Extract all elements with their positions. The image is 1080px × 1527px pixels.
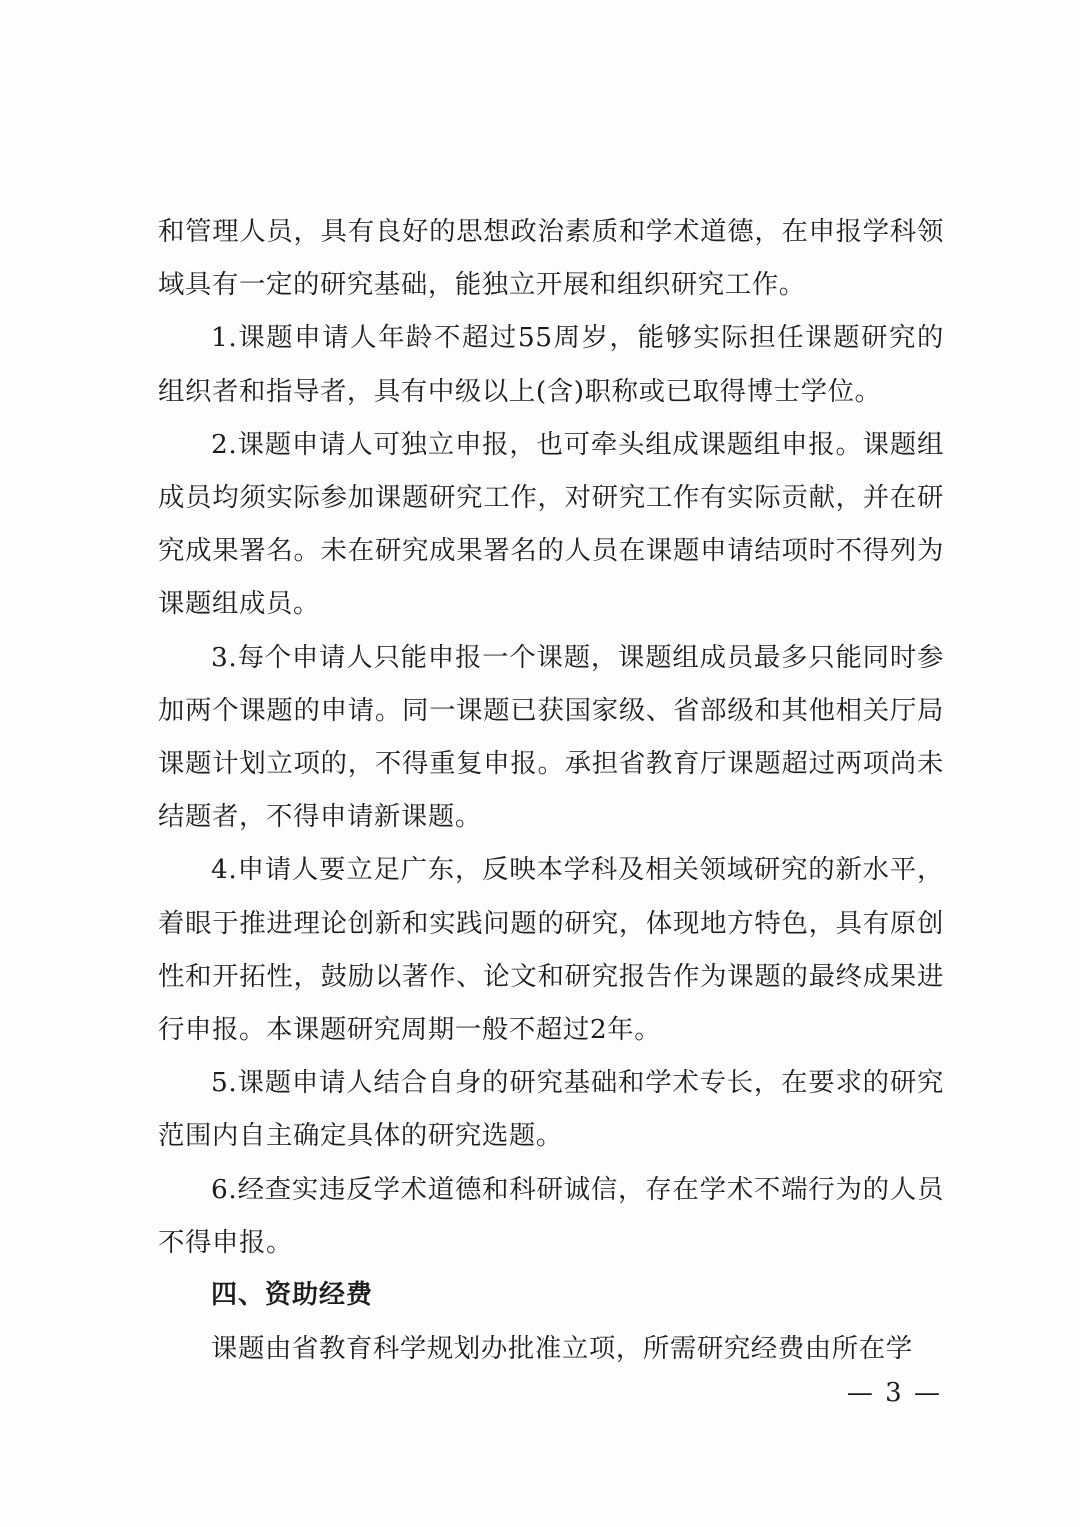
paragraph-continuation: 和管理人员，具有良好的思想政治素质和学术道德，在申报学科领域具有一定的研究基础，能独立开展和组织研究工作。 [158, 216, 944, 301]
paragraph-item-4: 4.申请人要立足广东，反映本学科及相关领域研究的新水平，着眼于推进理论创新和实践问题的研究，体现地方特色，具有原创性和开拓性，鼓励以著作、论文和研究报告作为课题的最终成果进行申报。本课题研究周期一般不超过2年。 [158, 854, 944, 1046]
paragraph-item-6: 6.经查实违反学术道德和科研诚信，存在学术不端行为的人员不得申报。 [158, 1173, 944, 1258]
section-heading: 四、资助经费 [211, 1280, 374, 1311]
page-number: — 3 — [846, 1378, 942, 1408]
paragraph-item-2: 2.课题申请人可独立申报，也可牵头组成课题组申报。课题组成员均须实际参加课题研究工作，对研究工作有实际贡献，并在研究成果署名。未在研究成果署名的人员在课题申请结项时不得列为课题组成员。 [158, 428, 944, 620]
paragraph-item-1: 1.课题申请人年龄不超过55周岁，能够实际担任课题研究的组织者和指导者，具有中级以上(含)职称或已取得博士学位。 [158, 322, 944, 407]
document-body [158, 205, 944, 1375]
paragraph-funding: 课题由省教育科学规划办批准立项，所需研究经费由所在学 [211, 1333, 913, 1365]
paragraph-item-3: 3.每个申请人只能申报一个课题，课题组成员最多只能同时参加两个课题的申请。同一课题已获国家级、省部级和其他相关厅局课题计划立项的，不得重复申报。承担省教育厅课题超过两项尚未结题者，不得申请新课题。 [158, 641, 944, 833]
paragraph-item-5: 5.课题申请人结合自身的研究基础和学术专长，在要求的研究范围内自主确定具体的研究选题。 [158, 1067, 944, 1152]
